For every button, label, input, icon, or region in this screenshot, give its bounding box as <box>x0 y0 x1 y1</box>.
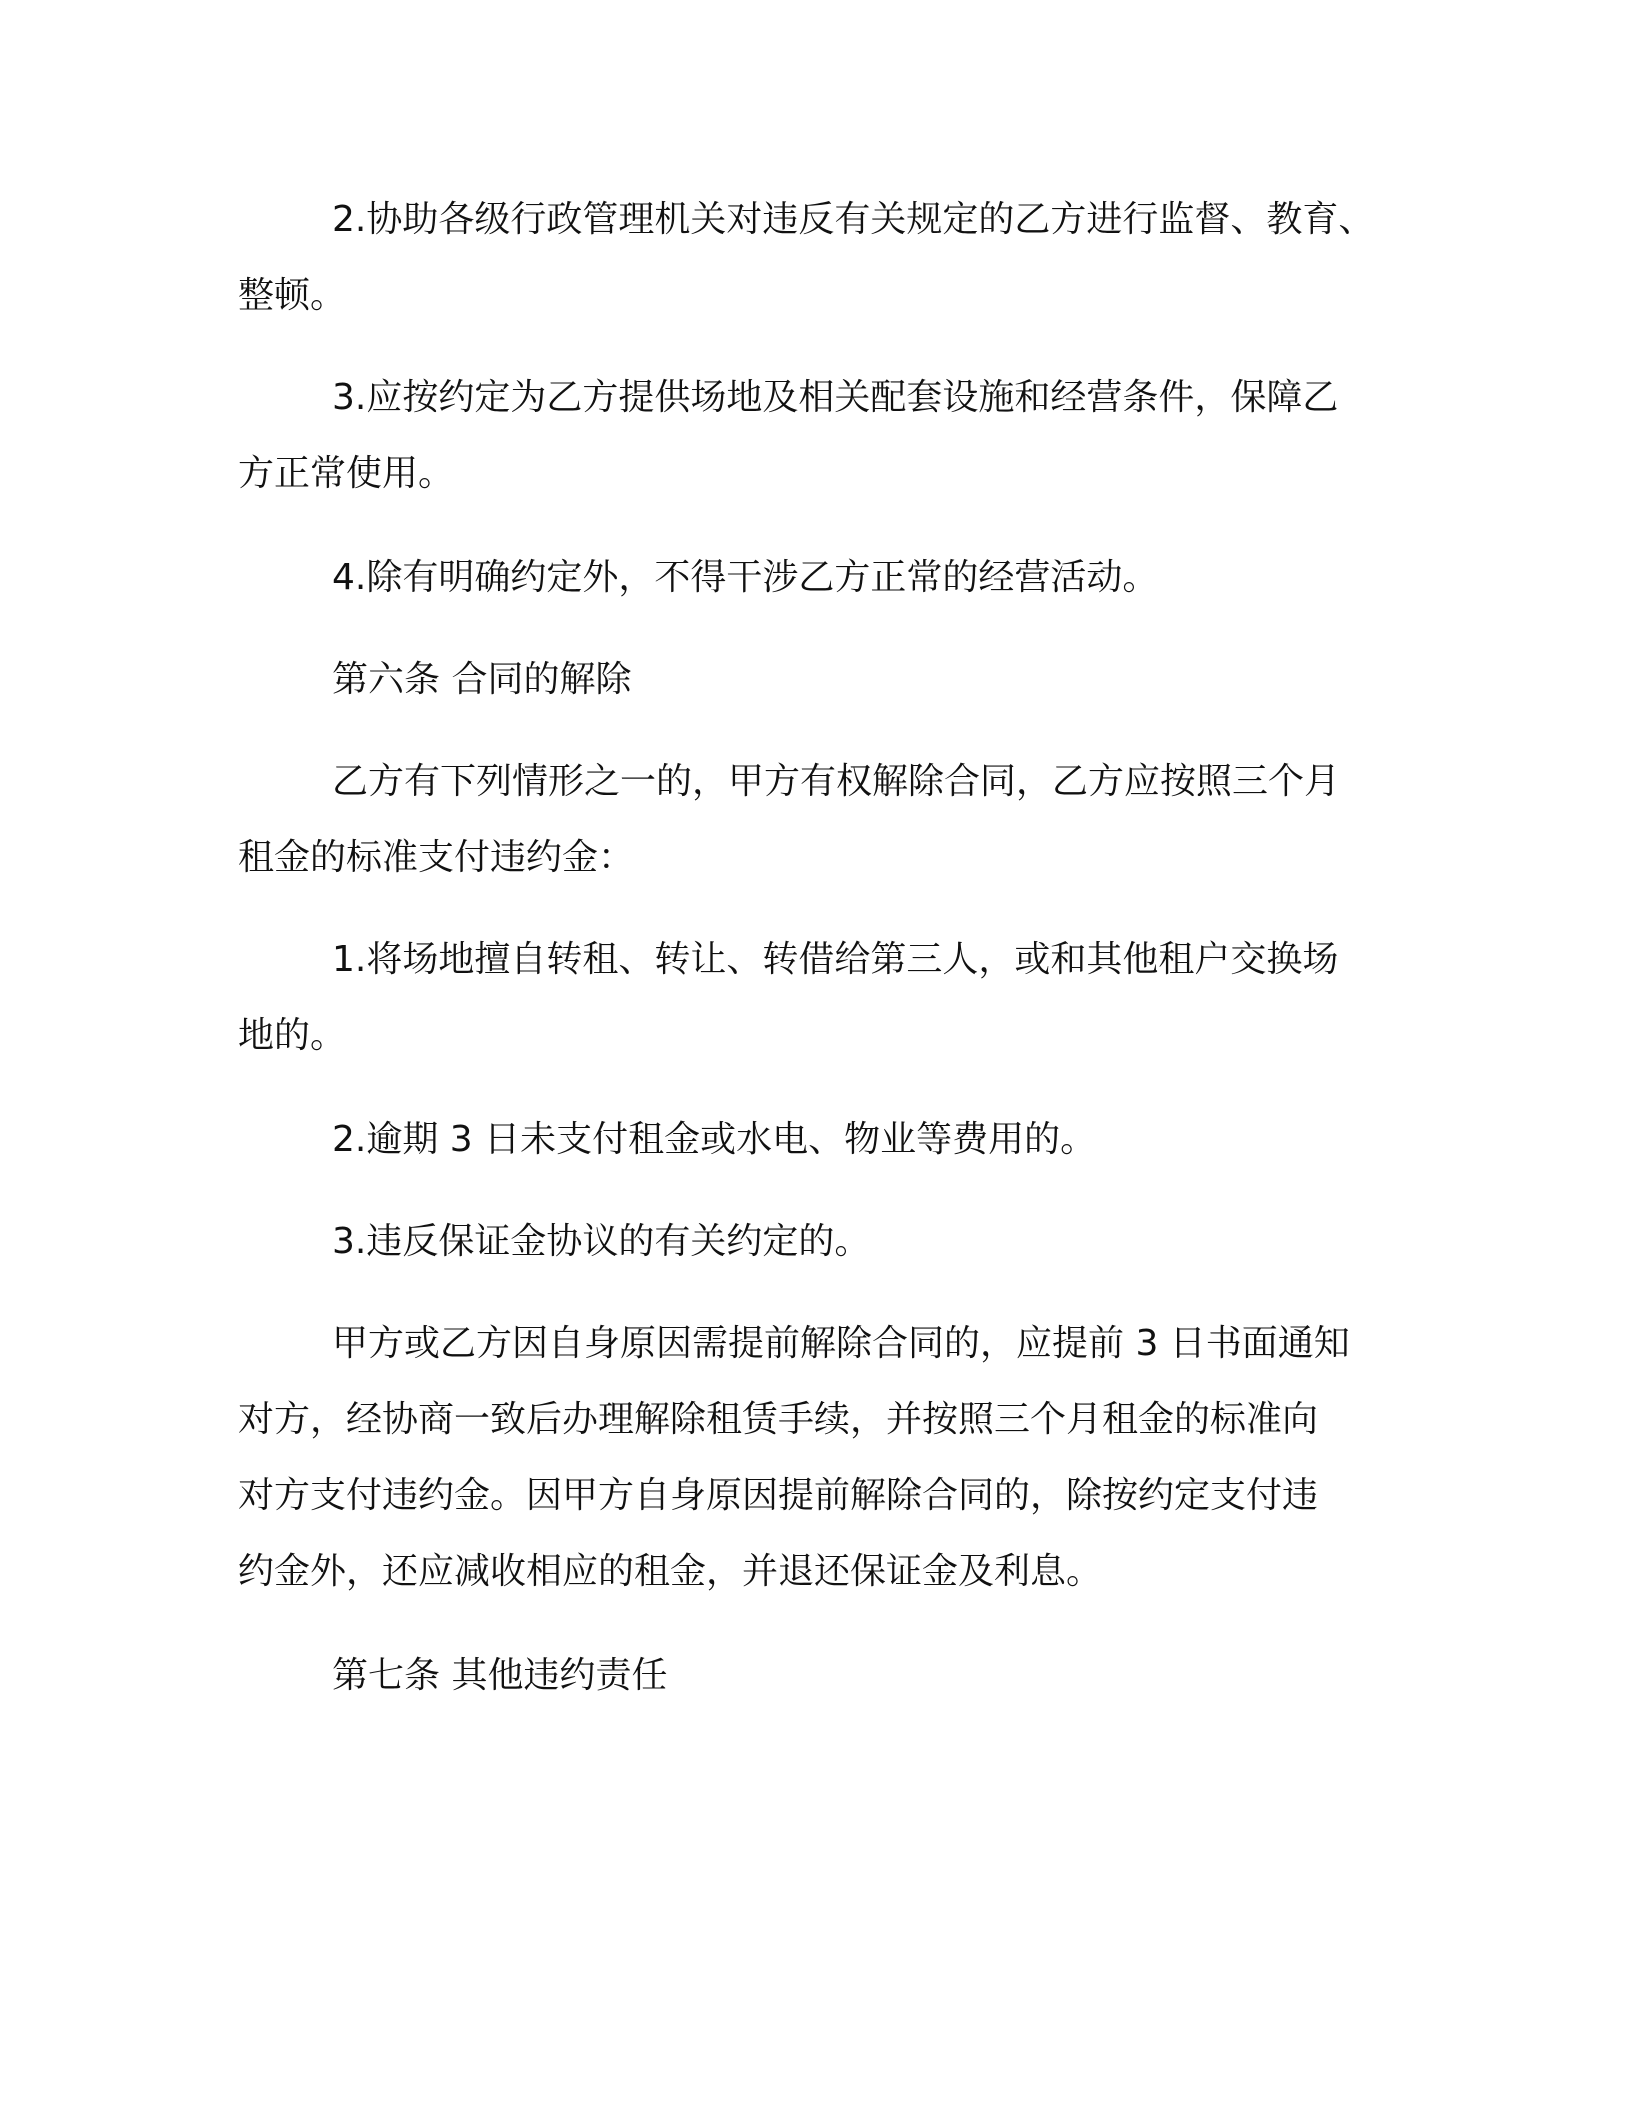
text-line: 2.逾期 3 日未支付租金或水电、物业等费用的。 <box>332 1119 1097 1160</box>
text-line: 1.将场地擅自转租、转让、转借给第三人，或和其他租户交换场 <box>332 939 1339 980</box>
text-line: 乙方有下列情形之一的，甲方有权解除合同，乙方应按照三个月 <box>332 761 1341 802</box>
text-line: 地的。 <box>238 1015 347 1056</box>
text-line: 约金外，还应减收相应的租金，并退还保证金及利息。 <box>238 1551 1103 1592</box>
text-line: 4.除有明确约定外，不得干涉乙方正常的经营活动。 <box>332 557 1159 598</box>
text-line: 2.协助各级行政管理机关对违反有关规定的乙方进行监督、教育、 <box>332 199 1375 240</box>
text-line: 3.应按约定为乙方提供场地及相关配套设施和经营条件，保障乙 <box>332 377 1339 418</box>
text-line: 甲方或乙方因自身原因需提前解除合同的，应提前 3 日书面通知 <box>332 1323 1350 1364</box>
section-heading: 第六条 合同的解除 <box>332 659 632 700</box>
text-line: 方正常使用。 <box>238 453 455 494</box>
section-heading: 第七条 其他违约责任 <box>332 1655 668 1696</box>
text-line: 对方，经协商一致后办理解除租赁手续，并按照三个月租金的标准向 <box>238 1399 1319 1440</box>
text-line: 3.违反保证金协议的有关约定的。 <box>332 1221 871 1262</box>
text-line: 租金的标准支付违约金： <box>238 837 635 878</box>
text-line: 对方支付违约金。因甲方自身原因提前解除合同的，除按约定支付违 <box>238 1475 1319 1516</box>
text-line: 整顿。 <box>238 275 347 316</box>
